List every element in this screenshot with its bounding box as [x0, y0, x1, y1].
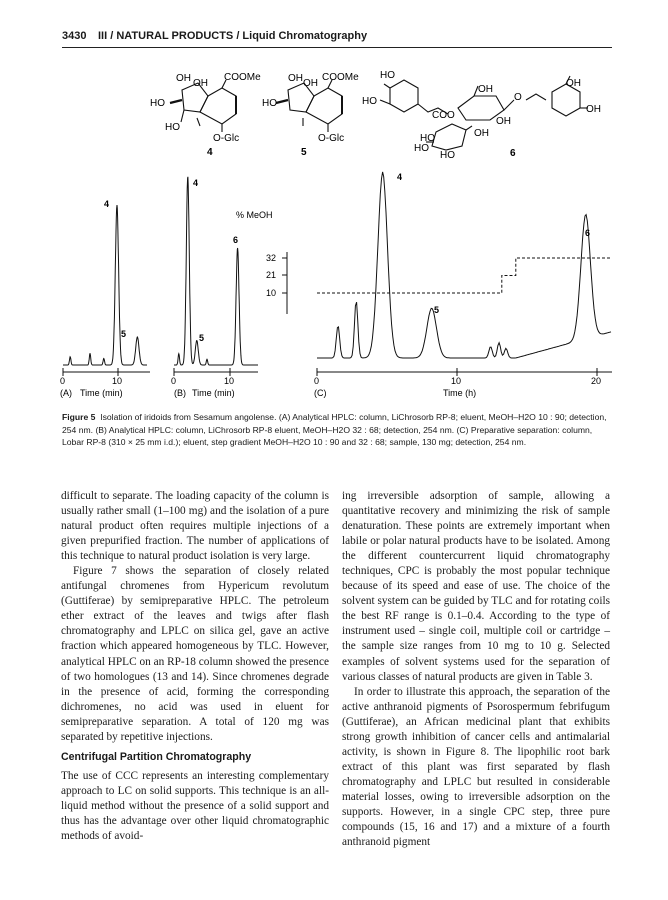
axis-b-tick-label-0: 0	[171, 376, 177, 386]
structure-6-glucose-ring	[432, 124, 466, 150]
paragraph: Figure 7 shows the separation of closely related antifungal chromenes from Hypericum revolutum (Guttiferae) by semipreparative HPLC. The petroleum ether extract of the leaves and twigs after flash chromatography and LPLC on silica gel, gave an active fraction which appeared homogeneous by TLC. However, analytical HPLC on an RP-18 column showed the presence of two homologues (13 and 14). Since chromenes degrade in the presence of acid, forming the corresponding dichromenes, no acid was used in eluent for semipreparative separation. A total of 120 mg was separated by repetitive injections.	[61, 565, 329, 743]
step-gradient-line	[317, 258, 611, 293]
s6-ho-b: HO	[362, 96, 377, 107]
s6-oh-right2: OH	[586, 104, 601, 115]
header-rule	[62, 47, 612, 48]
s6-label: 6	[510, 148, 516, 159]
peak-c-6-label: 6	[585, 228, 591, 238]
s4-oh2: OH	[193, 78, 208, 89]
s6-coo: COO	[432, 110, 455, 121]
s4-oglc: O-Glc	[213, 133, 240, 144]
peak-b-5-label: 5	[199, 333, 205, 343]
s5-oh2: OH	[303, 78, 318, 89]
s6-ho-e: HO	[440, 150, 455, 161]
s6-ho-c: HO	[420, 133, 435, 144]
body-column-left	[61, 489, 329, 844]
section-heading: Centrifugal Partition Chromatography	[61, 750, 252, 763]
meoh-gradient-axis	[236, 210, 287, 314]
s4-oh1: OH	[176, 73, 191, 84]
s6-oh-top: OH	[478, 84, 493, 95]
peak-a-4-label: 4	[104, 199, 110, 209]
body-column-right	[342, 489, 610, 850]
chromatogram-panel-a	[60, 199, 150, 398]
peak-b-4-label: 4	[193, 178, 199, 188]
s4-coome: COOMe	[224, 72, 261, 83]
axis-b-tick-label-10: 10	[224, 376, 235, 386]
peak-b-6-label: 6	[233, 235, 239, 245]
chromatogram-b-trace	[174, 177, 258, 365]
axis-c-tick-label-20: 20	[591, 376, 602, 386]
running-title: III / NATURAL PRODUCTS / Liquid Chromatography	[98, 30, 368, 42]
axis-c-tick-label-0: 0	[314, 376, 320, 386]
s4-ho2: HO	[165, 122, 180, 133]
peak-c-4-label: 4	[397, 172, 403, 182]
caption-label: Figure 5	[62, 412, 96, 422]
paragraph: In order to illustrate this approach, the separation of the active anthranoid pigments of Psorospermum febrifugum (Guttiferae), an African medicinal plant that exhibits strong growth inhibition of cancer cells and antimalarial activity, is shown in Figure 8. The lipophilic root bark extract of this plant was first separated by flash chromatography and LPLC but resulted in considerable material losses, owing to irreversible adsorption on the supports. However, in a single CPC step, three pure compounds (15, 16 and 17) and a mixture of a fourth anthranoid pigment	[342, 685, 610, 849]
page-number: 3430	[62, 30, 87, 42]
s6-oh-mid: OH	[496, 116, 511, 127]
axis-a-xlabel: Time (min)	[80, 388, 123, 398]
s4-ho1: HO	[150, 98, 165, 109]
paragraph: difficult to separate. The loading capacity of the column is usually rather small (1–100 mg) and the isolation of a pure natural product often requires multiple injections of a given prepurified fraction. The number of applications of this technique to natural product isolation is very large.	[61, 490, 329, 563]
s5-oglc: O-Glc	[318, 133, 345, 144]
structure-6-catechol-ring-left	[390, 80, 418, 112]
s5-label: 5	[301, 147, 307, 158]
panel-a-label: (A)	[60, 388, 72, 398]
caption-text: Isolation of iridoids from Sesamum angolense. (A) Analytical HPLC: column, LiChrosorb RP-8; eluent, MeOH–H2O 10 : 90; detection, 254 nm. (B) Analytical HPLC: column, LiChrosorb RP-8 eluent, MeOH–H2O 32 : 68; detection, 254 nm. (C) Preparative separation: column, Lobar RP-8 (310 × 25 mm i.d.); eluent, step gradient MeOH–H2O 10 : 90 and 32 : 68; sample, 130 mg; detection, 254 nm.	[62, 412, 607, 447]
panel-b-label: (B)	[174, 388, 186, 398]
chromatogram-a-trace	[63, 205, 147, 365]
running-header	[62, 30, 612, 46]
axis-b-xlabel: Time (min)	[192, 388, 235, 398]
axis-a-tick-label-0: 0	[60, 376, 66, 386]
peak-c-5-label: 5	[434, 305, 440, 315]
s6-oh-right1: OH	[566, 78, 581, 89]
meoh-tick-label-32: 32	[266, 253, 277, 263]
figure-5	[0, 55, 668, 407]
s4-label: 4	[207, 147, 213, 158]
s5-coome: COOMe	[322, 72, 359, 83]
s6-ho-d: HO	[414, 143, 429, 154]
meoh-tick-label-10: 10	[266, 288, 277, 298]
panel-c-label: (C)	[314, 388, 327, 398]
s6-ho-a: HO	[380, 70, 395, 81]
chromatogram-c-trace	[317, 172, 611, 358]
axis-a-tick-label-10: 10	[112, 376, 123, 386]
chromatogram-panel-c	[314, 172, 612, 398]
paragraph: The use of CCC represents an interesting complementary approach to LC on solid supports. This technique is an all-liquid method without the presence of a solid support and thus has the advantage over other liquid chromatographic methods of avoid-	[61, 769, 329, 843]
s5-oh1: OH	[288, 73, 303, 84]
axis-c-xlabel: Time (h)	[443, 388, 477, 398]
meoh-axis-title: % MeOH	[236, 210, 273, 220]
axis-c-tick-label-10: 10	[451, 376, 462, 386]
figure-caption	[62, 411, 614, 449]
s6-o: O	[514, 92, 522, 103]
s6-oh-ring: OH	[474, 128, 489, 139]
s5-ho1: HO	[262, 98, 277, 109]
paragraph: ing irreversible adsorption of sample, allowing a quantitative recovery and minimizing the risk of sample denaturation. These points are extremely important when labile or polar natural products have to be isolated. Among the different countercurrent liquid chromatography techniques, CPC is probably the most popular technique because of its speed and ease of use. The choice of the solvent system can be guided by TLC and for rotating coils the best RF range is 0.1–0.4. According to the type of instrument used – single coil, multiple coil or cartridge – the sample size ranges from 10 mg to 10 g. Selected examples of solvent systems used for the separation of various classes of natural products are given in Table 3.	[342, 490, 610, 683]
peak-a-5-label: 5	[121, 329, 127, 339]
meoh-tick-label-21: 21	[266, 270, 277, 280]
